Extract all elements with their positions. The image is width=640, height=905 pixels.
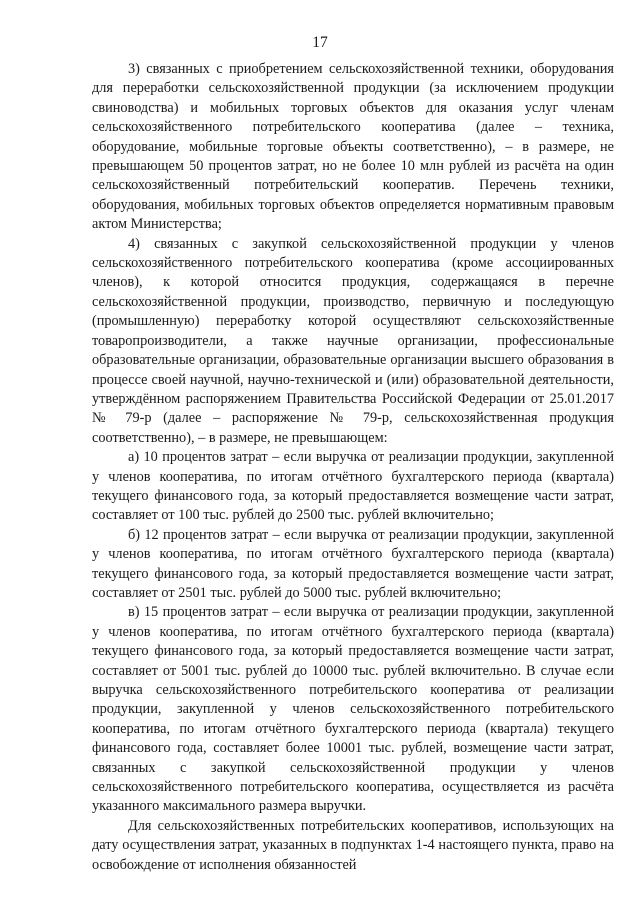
paragraph-item-4: 4) связанных с закупкой сельскохозяйственной продукции у членов сельскохозяйственного потребительского кооператива (кроме ассоциированных членов), к которой относится продукция, содержащаяся в перечне сельскохозяйственной продукции, производство, первичную и последующую (промышленную) переработку которой осуществляют сельскохозяйственные товаропроизводители, а также научные организации, профессиональные образовательные организации, образовательные организации высшего образования в процессе своей научной, научно-технической и (или) образовательной деятельности, утверждённом распоряжением Правительства Российской Федерации от 25.01.2017 № 79-р (далее – распоряжение № 79-р, сельскохозяйственная продукция соответственно), – в размере, не превышающем: [92,235,614,446]
paragraph-continuation: Для сельскохозяйственных потребительских кооперативов, использующих на дату осуществления затрат, указанных в подпунктах 1-4 настоящего пункта, право на освобождение от исполнения обязанностей [92,817,614,873]
paragraph-subitem-v: в) 15 процентов затрат – если выручка от реализации продукции, закупленной у членов кооператива, по итогам отчётного бухгалтерского периода (квартала) текущего финансового года, за который предоставляется возмещение части затрат, составляет от 5001 тыс. рублей до 10000 тыс. рублей включительно. В случае если выручка сельскохозяйственного потребительского кооператива от реализации продукции, закупленной у членов сельскохозяйственного потребительского кооператива, по итогам отчётного бухгалтерского периода (квартала) текущего финансового года, составляет более 10001 тыс. рублей, возмещение части затрат, связанных с закупкой сельскохозяйственной продукции у членов сельскохозяйственного потребительского кооператива, осуществляется из расчёта указанного максимального размера выручки. [92,604,614,815]
page-number: 17 [312,34,328,51]
document-body [92,60,614,875]
paragraph-subitem-b: б) 12 процентов затрат – если выручка от реализации продукции, закупленной у членов кооператива, по итогам отчётного бухгалтерского периода (квартала) текущего финансового года, за который предоставляется возмещение части затрат, составляет от 2501 тыс. рублей до 5000 тыс. рублей включительно; [92,526,614,601]
paragraph-item-3: 3) связанных с приобретением сельскохозяйственной техники, оборудования для переработки сельскохозяйственной продукции (за исключением продукции свиноводства) и мобильных торговых объектов для оказания услуг членам сельскохозяйственного потребительского кооператива (далее – техника, оборудование, мобильные торговые объекты соответственно), – в размере, не превышающем 50 процентов затрат, но не более 10 млн рублей из расчёта на один сельскохозяйственный потребительский кооператив. Перечень техники, оборудования, мобильных торговых объектов определяется нормативным правовым актом Министерства; [92,61,614,233]
paragraph-subitem-a: а) 10 процентов затрат – если выручка от реализации продукции, закупленной у членов кооператива, по итогам отчётного бухгалтерского периода (квартала) текущего финансового года, за который предоставляется возмещение части затрат, составляет от 100 тыс. рублей до 2500 тыс. рублей включительно; [92,449,614,524]
